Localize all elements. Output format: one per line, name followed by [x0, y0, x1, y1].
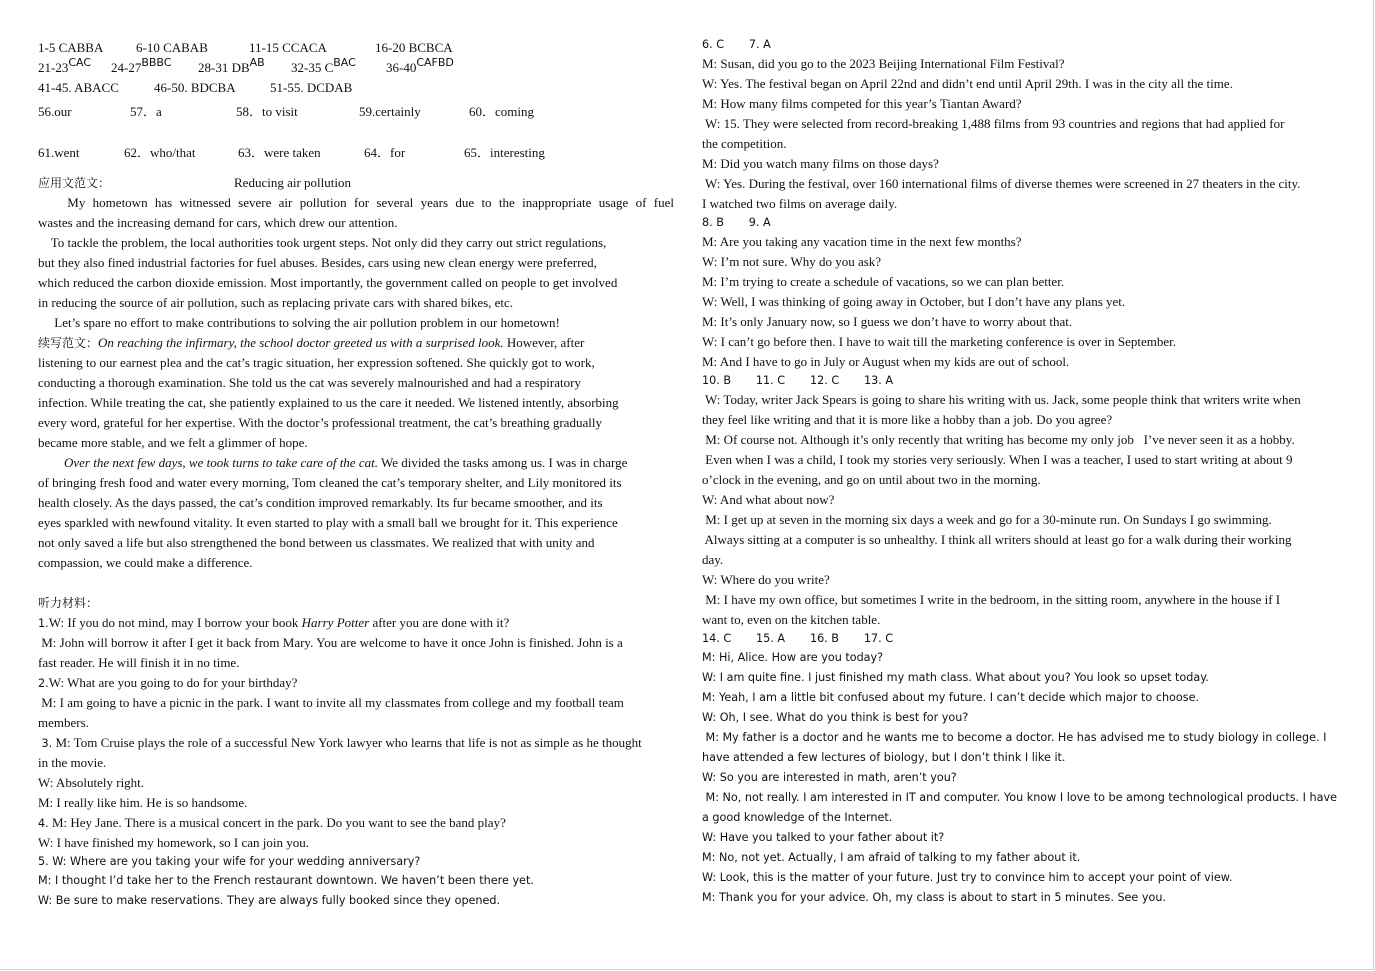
listening-q1: 1.W: If you do not mind, may I borrow your book Harry Potter after you are done with it?: [38, 615, 510, 630]
continuation-para2-opening: Over the next few days, we took turns to take care of the cat.: [64, 455, 378, 470]
answer-key-6-7: 6. C 7. A: [702, 38, 771, 51]
continuation-line: compassion, we could make a difference.: [38, 555, 253, 570]
dialogue-line: W: Yes. During the festival, over 160 international films of diverse themes were screened in 27 theaters in the city.: [702, 176, 1301, 191]
listening-line: M: I am going to have a picnic in the park. I want to invite all my classmates from college and my football team: [38, 695, 624, 710]
dialogue-line: M: Did you watch many films on those days?: [702, 156, 939, 171]
dialogue-line: W: So you are interested in math, aren’t you?: [702, 771, 957, 784]
dialogue-line: I watched two films on average daily.: [702, 196, 898, 211]
continuation-line: conducting a thorough examination. She told us the cat was severely malnourished and had a respiratory: [38, 375, 581, 390]
essay-title: Reducing air pollution: [234, 175, 351, 190]
answer-group: 41-45. ABACC: [38, 80, 119, 95]
dialogue-line: the competition.: [702, 136, 787, 151]
listening-line: members.: [38, 715, 89, 730]
dialogue-line: M: I’m trying to create a schedule of vacations, so we can plan better.: [702, 274, 1065, 289]
continuation-body: [38, 333, 674, 573]
listening-body: [38, 613, 674, 911]
answer-row-1: [38, 38, 674, 58]
answer-group: 32-35 $C^{BAC}$: [291, 58, 356, 75]
answer-row-4: [38, 102, 674, 122]
essay-heading: [38, 173, 674, 193]
answer-group: 28-31 $DB^{AB}$: [198, 58, 265, 75]
dialogue-line: M: It’s only January now, so I guess we don’t have to worry about that.: [702, 314, 1073, 329]
answer-item: 61.went: [38, 145, 80, 160]
dialogue-line: W: 15. They were selected from record-breaking 1,488 films from 93 countries and regions that had applied for: [702, 116, 1285, 131]
left-column: [38, 36, 674, 911]
dialogue-line: want to, even on the kitchen table.: [702, 612, 881, 627]
essay-line: wastes and the increasing demand for cars, which drew our attention.: [38, 215, 398, 230]
continuation-line: every word, grateful for her expertise. With the doctor’s professional treatment, the cat’s breathing gradually: [38, 415, 602, 430]
essay-line: but they also fined industrial factories for fuel abuses. Besides, cars using new clean energy were preferred,: [38, 255, 597, 270]
answer-item: 58．to visit: [236, 104, 298, 119]
dialogue-line: W: I am quite fine. I just finished my math class. What about you? You look so upset today.: [702, 671, 1209, 684]
answer-group: 16-20 BCBCA: [375, 40, 453, 55]
dialogue-line: W: I’m not sure. Why do you ask?: [702, 254, 882, 269]
continuation-opening: On reaching the infirmary, the school doctor greeted us with a surprised look.: [98, 335, 504, 350]
answer-group: 46-50. BDCBA: [154, 80, 236, 95]
listening-q4: 4. M: Hey Jane. There is a musical concert in the park. Do you want to see the band play?: [38, 815, 506, 830]
dialogue-line: M: I have my own office, but sometimes I write in the bedroom, in the sitting room, anywhere in the house if I: [702, 592, 1281, 607]
dialogue-line: W: I can’t go before then. I have to wait till the marketing conference is over in September.: [702, 334, 1176, 349]
listening-line: W: Be sure to make reservations. They are always fully booked since they opened.: [38, 894, 501, 907]
answer-item: 57．a: [130, 104, 162, 119]
continuation-line: infection. While treating the cat, she patiently explained to us the care it needed. We listened intently, absorbing: [38, 395, 619, 410]
dialogue-line: M: Thank you for your advice. Oh, my class is about to start in 5 minutes. See you.: [702, 891, 1166, 904]
continuation-label: 续写范文：: [38, 336, 99, 350]
listening-line: in the movie.: [38, 755, 107, 770]
dialogue-line: W: Have you talked to your father about it?: [702, 831, 945, 844]
dialogue-line: W: Well, I was thinking of going away in October, but I don’t have any plans yet.: [702, 294, 1126, 309]
listening-label: 听力材料：: [38, 596, 99, 610]
essay-line: in reducing the source of air pollution, such as replacing private cars with shared bikes, etc.: [38, 295, 514, 310]
essay-line: To tackle the problem, the local authorities took urgent steps. Not only did they carry out strict regulations,: [38, 235, 607, 250]
listening-line: fast reader. He will finish it in no time.: [38, 655, 240, 670]
answer-key-10-13: 10. B 11. C 12. C 13. A: [702, 374, 894, 387]
listening-q5: 5. W: Where are you taking your wife for your wedding anniversary?: [38, 855, 421, 868]
answer-group: 1-5 CABBA: [38, 40, 104, 55]
dialogue-line: Always sitting at a computer is so unhealthy. I think all writers should at least go for a walk during their working: [702, 532, 1292, 547]
answer-group: 11-15 CCACA: [249, 40, 327, 55]
continuation-line: became more stable, and we felt a glimmer of hope.: [38, 435, 308, 450]
answer-row-3: [38, 78, 674, 98]
dialogue-line: W: Where do you write?: [702, 572, 830, 587]
dialogue-line: W: Yes. The festival began on April 22nd and didn’t end until April 29th. I was in the city all the time.: [702, 76, 1233, 91]
dialogue-line: day.: [702, 552, 724, 567]
essay-line: My hometown has witnessed severe air pollution for several years due to the inappropriate usage of fuel: [38, 195, 674, 210]
answer-group: $21-23^{CAC}$: [38, 58, 92, 75]
dialogue-line: M: Are you taking any vacation time in the next few months?: [702, 234, 1022, 249]
listening-q2: 2.W: What are you going to do for your birthday?: [38, 675, 298, 690]
answer-key-14-17: 14. C 15. A 16. B 17. C: [702, 632, 894, 645]
listening-line: M: I thought I’d take her to the French restaurant downtown. We haven’t been there yet.: [38, 874, 534, 887]
dialogue-line: W: And what about now?: [702, 492, 835, 507]
listening-line: M: John will borrow it after I get it back from Mary. You are welcome to have it once John is finished. John is a: [38, 635, 623, 650]
dialogue-line: M: Susan, did you go to the 2023 Beijing International Film Festival?: [702, 56, 1065, 71]
dialogue-line: M: How many films competed for this year’s Tiantan Award?: [702, 96, 1022, 111]
answer-group: $24-27^{BBBC}$: [111, 58, 172, 75]
answer-item: 62．who/that: [124, 145, 196, 160]
continuation-line: eyes sparkled with newfound vitality. It even started to play with a small ball we brought for it. This experience: [38, 515, 618, 530]
answer-group: 6-10 CABAB: [136, 40, 208, 55]
dialogue-line: W: Oh, I see. What do you think is best for you?: [702, 711, 969, 724]
answer-item: 59.certainly: [359, 104, 421, 119]
dialogue-line: have attended a few lectures of biology, but I don’t think I like it.: [702, 751, 1066, 764]
answer-row-2: [38, 58, 674, 78]
listening-line: W: Absolutely right.: [38, 775, 145, 790]
answer-group: 51-55. DCDAB: [270, 80, 353, 95]
answer-item: 64．for: [364, 145, 406, 160]
continuation-para2-first-line: Over the next few days, we took turns to take care of the cat. We divided the tasks among us. I was in charge: [64, 455, 628, 470]
dialogue-line: M: Hi, Alice. How are you today?: [702, 651, 884, 664]
dialogue-line: a good knowledge of the Internet.: [702, 811, 893, 824]
continuation-line: not only saved a life but also strengthened the bond between us classmates. We realized that with unity and: [38, 535, 595, 550]
answer-row-5: [38, 143, 674, 163]
dialogue-line: W: Today, writer Jack Spears is going to share his writing with us. Jack, some people think that writers write when: [702, 392, 1301, 407]
essay-line: Let’s spare no effort to make contributions to solving the air pollution problem in our hometown!: [38, 315, 560, 330]
dialogue-line: M: And I have to go in July or August when my kids are out of school.: [702, 354, 1070, 369]
answer-item: 63．were taken: [238, 145, 321, 160]
listening-line: W: I have finished my homework, so I can join you.: [38, 835, 310, 850]
essay-body: [38, 193, 674, 333]
dialogue-line: M: My father is a doctor and he wants me to become a doctor. He has advised me to study biology in college. I: [702, 731, 1327, 744]
continuation-first-line: 续写范文：On reaching the infirmary, the school doctor greeted us with a surprised look. However, after: [38, 335, 585, 350]
dialogue-line: o’clock in the evening, and go on until about two in the morning.: [702, 472, 1041, 487]
answer-item: 65．interesting: [464, 145, 545, 160]
dialogue-line: M: Of course not. Although it’s only recently that writing has become my only job I’ve never seen it as a hobby.: [702, 432, 1295, 447]
dialogue-line: Even when I was a child, I took my stories very seriously. When I was a teacher, I used to start writing at about 9: [702, 452, 1293, 467]
essay-line: which reduced the carbon dioxide emission. Most importantly, the government called on people to get involved: [38, 275, 618, 290]
answer-item: 60．coming: [469, 104, 534, 119]
answer-group: $36-40^{CAFBD}$: [386, 58, 454, 75]
dialogue-line: M: No, not really. I am interested in IT and computer. You know I love to be among technological products. I have: [702, 791, 1337, 804]
right-column: [702, 36, 1338, 908]
dialogue-line: M: I get up at seven in the morning six days a week and go for a 30-minute run. On Sundays I go swimming.: [702, 512, 1272, 527]
dialogue-line: they feel like writing and that it is more like a hobby than a job. Do you agree?: [702, 412, 1113, 427]
dialogue-line: M: No, not yet. Actually, I am afraid of talking to my father about it.: [702, 851, 1081, 864]
continuation-line: listening to our earnest plea and the cat’s tragic situation, her expression softened. She quickly got to work,: [38, 355, 595, 370]
essay-label: 应用文范文：: [38, 176, 111, 190]
answer-key-8-9: 8. B 9. A: [702, 216, 771, 229]
continuation-line: of bringing fresh food and water every morning, Tom cleaned the cat’s temporary shelter, and Lily monitored its: [38, 475, 622, 490]
listening-q3: 3. M: Tom Cruise plays the role of a successful New York lawyer who learns that life is not as simple as he thought: [38, 735, 642, 750]
answer-item: 56.our: [38, 104, 72, 119]
book-title: Harry Potter: [301, 615, 370, 630]
continuation-line: health closely. As the days passed, the cat’s condition improved remarkably. Its fur became smoother, and its: [38, 495, 603, 510]
dialogue-line: M: Yeah, I am a little bit confused about my future. I can’t decide which major to choose.: [702, 691, 1200, 704]
listening-line: M: I really like him. He is so handsome.: [38, 795, 248, 810]
dialogue-line: W: Look, this is the matter of your future. Just try to convince him to accept your point of view.: [702, 871, 1233, 884]
